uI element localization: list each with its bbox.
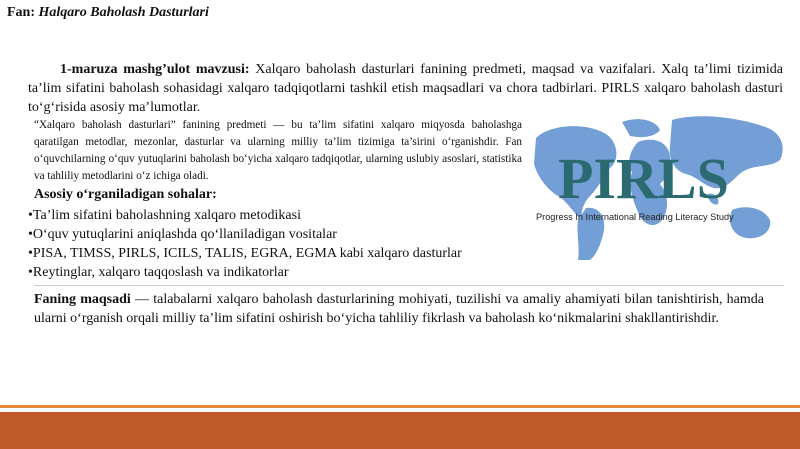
pirls-logo-word: PIRLS <box>558 146 729 211</box>
subject-label: Fan: <box>7 5 35 20</box>
areas-list <box>28 206 462 282</box>
section-divider <box>34 285 784 286</box>
list-item: • O‘quv yutuqlarini aniqlashda qo‘llaniladigan vositalar <box>28 225 462 244</box>
footer-accent-line <box>0 405 800 408</box>
list-item: • Ta’lim sifatini baholashning xalqaro metodikasi <box>28 206 462 225</box>
lecture-topic <box>28 60 783 117</box>
list-item: • PISA, TIMSS, PIRLS, ICILS, TALIS, EGRA, EGMA kabi xalqaro dasturlar <box>28 244 462 263</box>
list-item: • Reytinglar, xalqaro taqqoslash va indikatorlar <box>28 263 462 282</box>
pirls-logo-tagline: Progress In International Reading Literacy Study <box>536 212 734 222</box>
footer-band <box>0 412 800 449</box>
lecture-topic-label: 1-maruza mashg’ulot mavzusi: <box>60 62 250 77</box>
lecture-topic-text: Xalqaro baholash dasturlari fanining predmeti, maqsad va vazifalari. Xalq ta’limi tizimida ta’lim sifatini baholash sohasidagi xalqaro tadqiqotlarni tashkil etish maqsadlari va chora tadbirlari. PIRLS xalqaro baholash dasturi to‘g‘risida asosiy ma’lumotlar. <box>28 62 783 115</box>
subject-header <box>7 5 209 21</box>
subject-goal-label: Faning maqsadi <box>34 292 131 307</box>
subject-definition: “Xalqaro baholash dasturlari” fanining predmeti — bu ta’lim sifatini xalqaro miqyosda baholashga qaratilgan metodlar, mezonlar, dasturlar va ularning milliy ta’lim tizimiga ta’sirini o‘rganishdir. Fan o‘quvchilarning o‘quv yutuqlarini baholash bo‘yicha xalqaro tadqiqotlar, ularning uslubiy asoslari, statistika va tahliliy metodlarini o‘z ichiga oladi. <box>34 119 522 182</box>
subject-goal-text: — talabalarni xalqaro baholash dasturlarining mohiyati, tuzilishi va amaliy ahamiyati bilan tanishtirish, hamda ularni o‘rganish orqali milliy ta’lim sifatini oshirish bo‘yicha tahliliy fikrlash va baholash ko‘nikmalarini shakllantirishdir. <box>34 292 764 326</box>
areas-title: Asosiy o‘rganiladigan sohalar: <box>34 187 217 202</box>
subject-name: Halqaro Baholash Dasturlari <box>38 5 209 20</box>
subject-goal <box>34 290 764 328</box>
pirls-logo-image <box>528 116 786 260</box>
